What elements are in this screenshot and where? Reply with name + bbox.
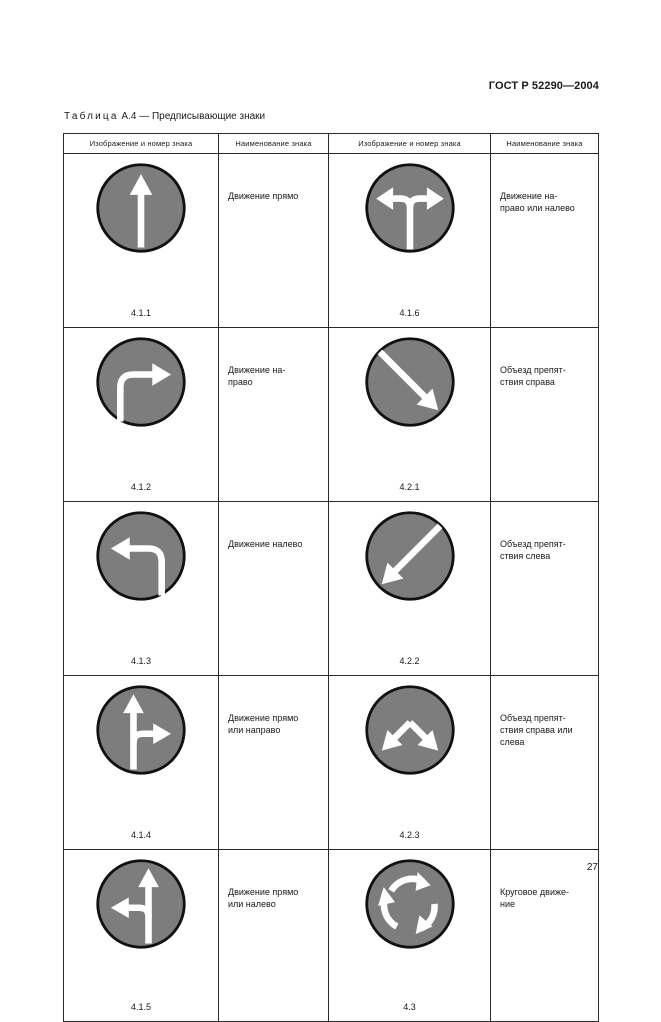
right-or-left-arrow-icon [363,161,457,255]
table-row [64,676,599,850]
sign-name-line: слева [500,737,525,747]
sign-image [329,502,490,675]
sign-name-line: Движение прямо [228,887,299,897]
sign-name-line: Движение прямо [228,713,299,723]
sign-image-cell [329,154,491,328]
sign-image-cell [329,328,491,502]
keep-right-or-left-arrow-icon [363,683,457,777]
straight-or-left-arrow-icon [94,857,188,951]
sign-name-cell [219,328,329,502]
column-header-image-right: Изображение и номер знака [329,134,491,154]
sign-image [329,328,490,501]
sign-number: 4.1.5 [130,1002,152,1012]
column-header-name-right: Наименование знака [491,134,599,154]
caption-label: Таблица [64,111,119,122]
sign-image [329,154,490,327]
sign-image [64,502,218,675]
sign-name-line: ствия слева [500,551,551,561]
sign-name-line: или направо [228,725,281,735]
sign-name-line: Объезд препят- [500,539,566,549]
sign-number: 4.1.1 [130,308,152,318]
sign-name-cell [491,154,599,328]
sign-image-cell [64,502,219,676]
column-header-image-left: Изображение и номер знака [64,134,219,154]
keep-right-arrow-icon [363,335,457,429]
sign-name-line: или налево [228,899,276,909]
right-turn-arrow-icon [94,335,188,429]
sign-name-line: ствия справа [500,377,555,387]
sign-number: 4.3 [403,1002,416,1012]
sign-image-cell [64,328,219,502]
sign-image [64,676,218,849]
table-header-row [64,134,599,154]
straight-arrow-icon [94,161,188,255]
mandatory-signs-table [63,133,599,1022]
sign-number: 4.1.6 [399,308,420,318]
sign-name-line: право или налево [500,203,575,213]
sign-name-cell [219,676,329,850]
sign-image-cell [329,676,491,850]
sign-image-cell [329,502,491,676]
sign-image-cell [64,676,219,850]
sign-number: 4.1.3 [130,656,152,666]
sign-image [64,328,218,501]
caption-dash: — [139,111,150,122]
table-row [64,502,599,676]
sign-name-cell [491,502,599,676]
sign-name-line: Объезд препят- [500,713,566,723]
table-row [64,328,599,502]
sign-name-line: право [228,377,253,387]
sign-number: 4.2.2 [399,656,420,666]
sign-number: 4.2.1 [399,482,420,492]
keep-left-arrow-icon [363,509,457,603]
sign-name-cell [219,502,329,676]
roundabout-arrows-icon [363,857,457,951]
sign-image-cell [64,154,219,328]
caption-number: А.4 [121,111,137,122]
sign-name-line: Движение на- [500,191,558,201]
sign-name-cell [219,154,329,328]
sign-name-cell [491,676,599,850]
sign-name-line: ствия справа или [500,725,573,735]
sign-name-line: Объезд препят- [500,365,566,375]
sign-name-line: Круговое движе- [500,887,570,897]
column-header-name-left: Наименование знака [219,134,329,154]
sign-name-line: Движение налево [228,539,303,549]
sign-name-line: ние [500,899,516,909]
sign-image [64,154,218,327]
sign-number: 4.1.4 [130,830,152,840]
sign-image [329,676,490,849]
sign-number: 4.2.3 [399,830,420,840]
table-row [64,154,599,328]
left-turn-arrow-icon [94,509,188,603]
sign-name-line: Движение прямо [228,191,299,201]
straight-or-right-arrow-icon [94,683,188,777]
table-caption [64,111,265,122]
sign-name-cell [491,328,599,502]
sign-number: 4.1.2 [130,482,152,492]
caption-title: Предписывающие знаки [151,111,266,122]
document-code: ГОСТ Р 52290—2004 [488,80,599,92]
page-number: 27 [586,862,598,873]
sign-name-line: Движение на- [228,365,286,375]
